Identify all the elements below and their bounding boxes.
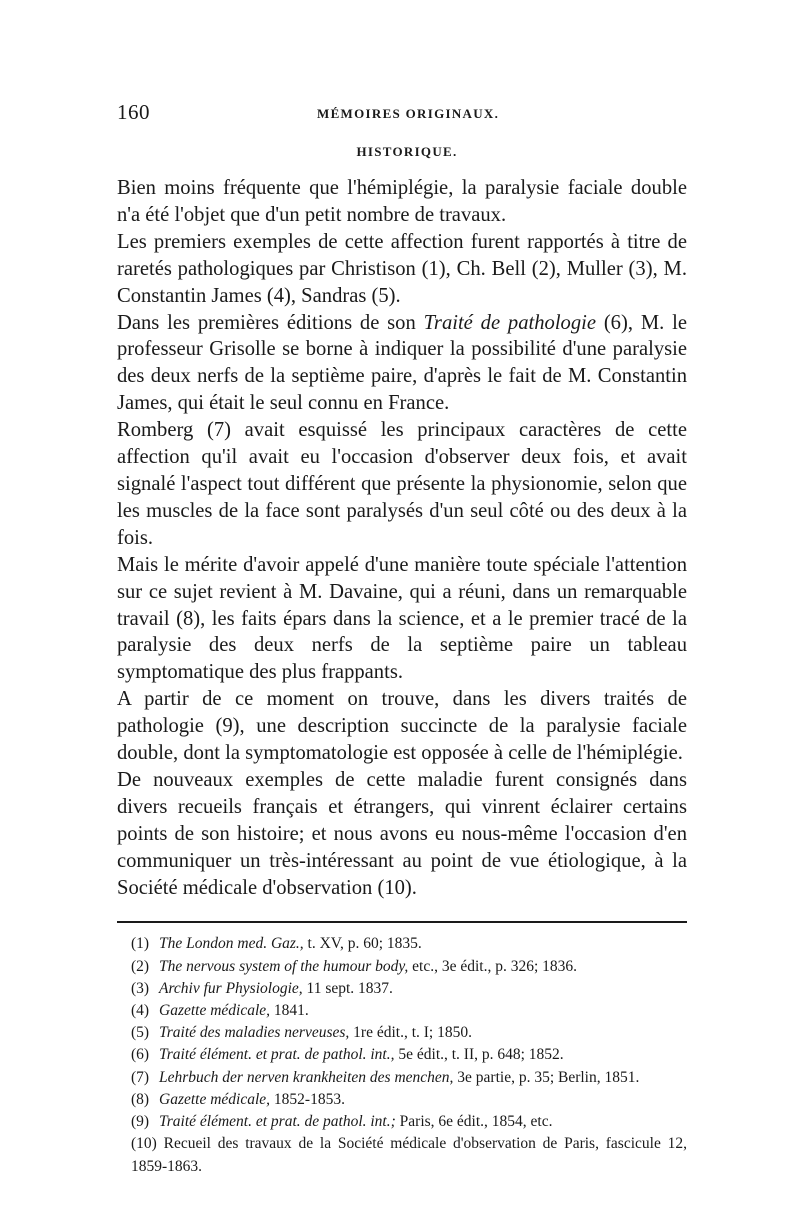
paragraph-1: Bien moins fréquente que l'hémiplégie, la paralysie faciale double n'a été l'objet que d'un petit nombre de travaux. (117, 177, 687, 226)
paragraph-2: Les premiers exemples de cette affection furent rapportés à titre de raretés pathologiques par Christison (1), Ch. Bell (2), Muller (3), M. Constantin James (4), Sandras (5). (117, 230, 687, 307)
body-text (117, 175, 687, 901)
page (117, 100, 687, 1178)
footnote: (8) Gazette médicale, 1852-1853. (131, 1090, 345, 1108)
paragraph-3 (117, 310, 687, 418)
paragraph-3-end: (6), M. le professeur Grisolle se borne à indiquer la possibilité d'une paralysie des deux nerfs de la septième paire, d'après le fait de M. Constantin James, qui était le seul connu en France. (117, 311, 687, 415)
footnote: (9) Traité élément. et prat. de pathol. int.; Paris, 6e édit., 1854, etc. (131, 1113, 553, 1131)
footnote: (5) Traité des maladies nerveuses, 1re édit., t. I; 1850. (131, 1024, 472, 1042)
paragraph-5: Mais le mérite d'avoir appelé d'une manière toute spéciale l'attention sur ce sujet revient à M. Davaine, qui a réuni, dans un remarquable travail (8), les faits épars dans la science, et a le premier tracé de la paralysie des deux nerfs de la septième paire un tableau symptomatique des plus frappants. (117, 553, 687, 684)
footnote: (3) Archiv fur Physiologie, 11 sept. 1837. (131, 979, 393, 997)
section-title: HISTORIQUE. (356, 144, 458, 159)
paragraph-3-italic: Traité de pathologie (423, 311, 596, 334)
footnote: (10) Recueil des travaux de la Société médicale d'observation de Paris, fascicule 12, 1859-1863. (131, 1135, 687, 1175)
paragraph-7: De nouveaux exemples de cette maladie furent consignés dans divers recueils français et étrangers, qui vinrent éclairer certains points de son histoire; et nous avons eu nous-même l'occasion d'en communiquer un très-intéressant au point de vue étiologique, à la Société médicale d'observation (10). (117, 768, 687, 899)
footnote: (1) The London med. Gaz., t. XV, p. 60; 1835. (131, 935, 422, 953)
paragraph-6: A partir de ce moment on trouve, dans les divers traités de pathologie (9), une description succincte de la paralysie faciale double, dont la symptomatologie est opposée à celle de l'hémiplégie. (117, 688, 687, 765)
paragraph-3-start: Dans les premières éditions de son (117, 311, 424, 334)
footnote: (2) The nervous system of the humour body, etc., 3e édit., p. 326; 1836. (131, 957, 578, 975)
page-number: 160 (117, 100, 150, 124)
footnote: (4) Gazette médicale, 1841. (131, 1002, 309, 1020)
footnote: (6) Traité élément. et prat. de pathol. int., 5e édit., t. II, p. 648; 1852. (131, 1046, 564, 1064)
footnote-divider (117, 921, 687, 923)
footnote: (7) Lehrbuch der nerven krankheiten des menchen, 3e partie, p. 35; Berlin, 1851. (131, 1068, 640, 1086)
page-header (117, 100, 687, 126)
running-title: MÉMOIRES ORIGINAUX. (317, 106, 500, 121)
footnotes (117, 933, 687, 1177)
paragraph-4: Romberg (7) avait esquissé les principaux caractères de cette affection qu'il avait eu l'occasion d'observer deux fois, et avait signalé l'aspect tout différent que présente la physionomie, selon que les muscles de la face sont paralysés d'un seul côté ou des deux à la fois. (117, 419, 687, 549)
